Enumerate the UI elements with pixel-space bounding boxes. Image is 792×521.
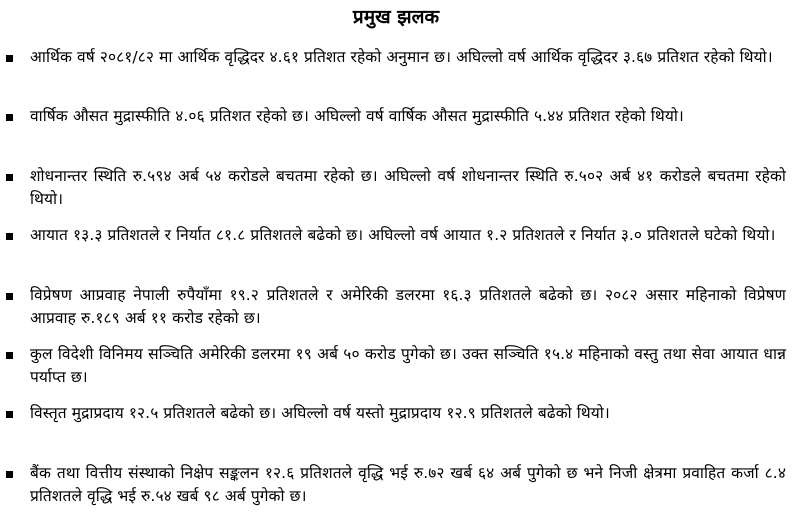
list-item-text: विस्तृत मुद्राप्रदाय १२.५ प्रतिशतले बढेको छ। अघिल्लो वर्ष यस्तो मुद्राप्रदाय १२.९ प्रतिशतले बढेको थियो। bbox=[30, 404, 610, 423]
square-bullet-icon bbox=[6, 233, 13, 240]
highlights-list bbox=[0, 46, 792, 521]
square-bullet-icon bbox=[6, 293, 13, 300]
list-item bbox=[0, 284, 792, 343]
square-bullet-icon bbox=[6, 114, 13, 121]
list-item-text: विप्रेषण आप्रवाह नेपाली रुपैयाँमा १९.२ प्रतिशतले र अमेरिकी डलरमा १६.३ प्रतिशतले बढेको छ। २०८२ असार महिनाको विप्रेषण आप्रवाह रु.१८९ अर्ब ११ करोड रहेको छ। bbox=[30, 285, 786, 327]
square-bullet-icon bbox=[6, 55, 13, 62]
list-item bbox=[0, 343, 792, 402]
list-item-text: कुल विदेशी विनिमय सञ्चिति अमेरिकी डलरमा १९ अर्ब ५० करोड पुगेको छ। उक्त सञ्चिति १५.४ महिनाको वस्तु तथा सेवा आयात धान्न पर्याप्त छ। bbox=[30, 344, 786, 386]
list-item bbox=[0, 224, 792, 283]
list-item bbox=[0, 105, 792, 164]
list-item bbox=[0, 165, 792, 224]
list-item bbox=[0, 462, 792, 521]
list-item bbox=[0, 402, 792, 461]
list-item-text: शोधनान्तर स्थिति रु.५९४ अर्ब ५४ करोडले बचतमा रहेको छ। अघिल्लो वर्ष शोधनान्तर स्थिति रु.५०२ अर्ब ४१ करोडले बचतमा रहेको थियो। bbox=[30, 166, 786, 208]
square-bullet-icon bbox=[6, 352, 13, 359]
list-item bbox=[0, 46, 792, 105]
list-item-text: बैंक तथा वित्तीय संस्थाको निक्षेप सङ्कलन १२.६ प्रतिशतले वृद्धि भई रु.७२ खर्ब ६४ अर्ब पुगेको छ भने निजी क्षेत्रमा प्रवाहित कर्जा ८.४ प्रतिशतले वृद्धि भई रु.५४ खर्ब ९८ अर्ब पुगेको छ। bbox=[30, 463, 786, 505]
page-title: प्रमुख झलक bbox=[352, 6, 440, 28]
list-item-text: वार्षिक औसत मुद्रास्फीति ४.०६ प्रतिशत रहेको छ। अघिल्लो वर्ष वार्षिक औसत मुद्रास्फीति ५.४४ प्रतिशत रहेको थियो। bbox=[30, 107, 684, 126]
list-item-text: आर्थिक वर्ष २०८१/८२ मा आर्थिक वृद्धिदर ४.६१ प्रतिशत रहेको अनुमान छ। अघिल्लो वर्ष आर्थिक वृद्धिदर ३.६७ प्रतिशत रहेको थियो। bbox=[30, 48, 773, 66]
square-bullet-icon bbox=[6, 174, 13, 181]
square-bullet-icon bbox=[6, 411, 13, 418]
square-bullet-icon bbox=[6, 471, 13, 478]
list-item-text: आयात १३.३ प्रतिशतले र निर्यात ८१.८ प्रतिशतले बढेको छ। अघिल्लो वर्ष आयात १.२ प्रतिशतले र निर्यात ३.० प्रतिशतले घटेको थियो। bbox=[30, 226, 776, 245]
